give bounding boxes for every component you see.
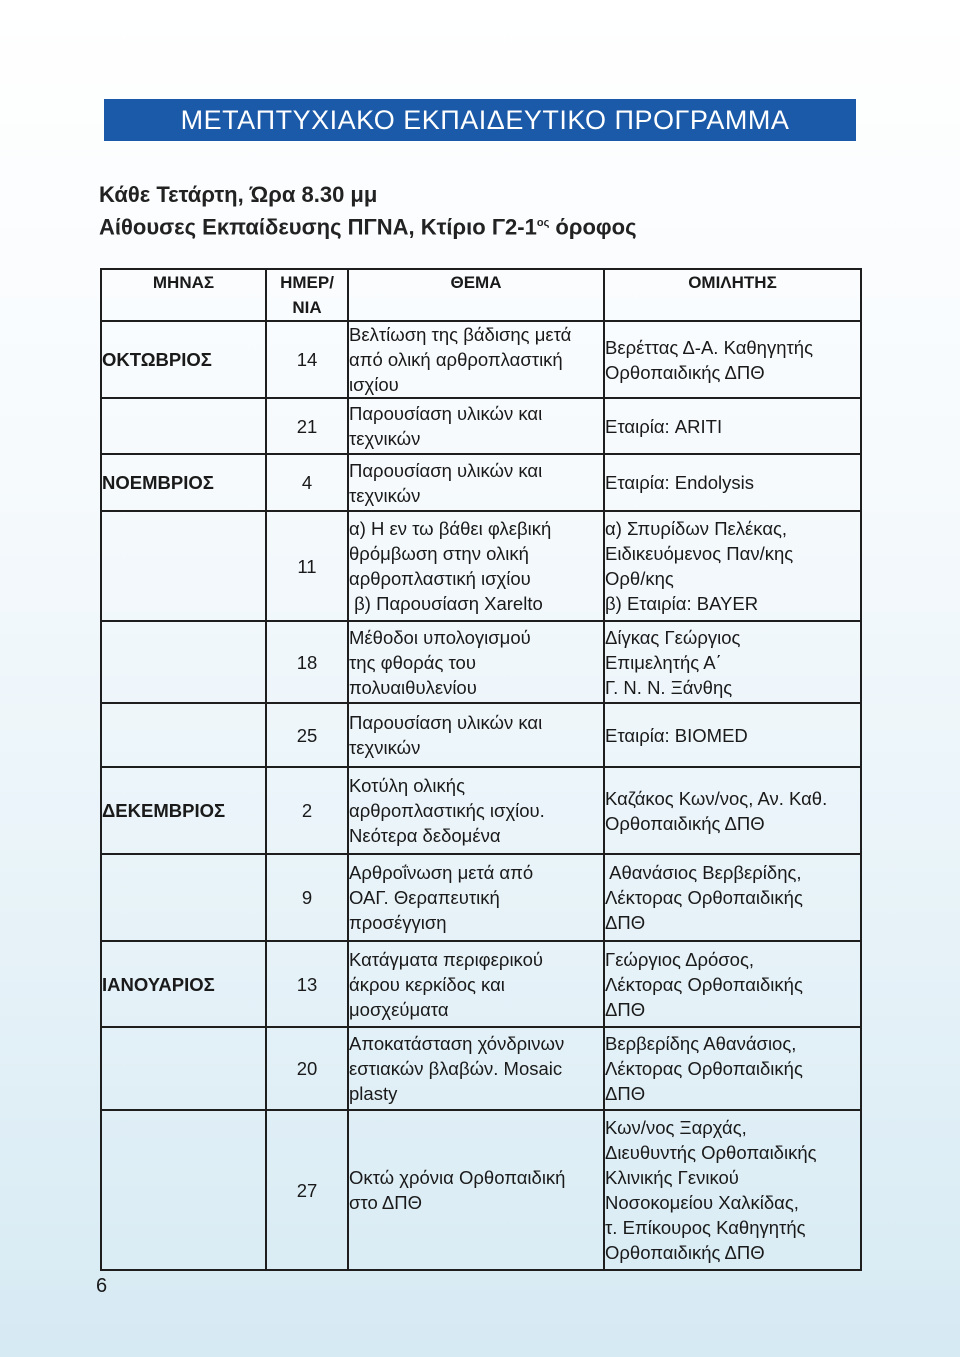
day-cell: 18: [266, 621, 348, 703]
topic-line: Οκτώ χρόνια Ορθοπαιδική: [349, 1167, 566, 1188]
day-cell: 9: [266, 854, 348, 941]
topic-line: Νεότερα δεδομένα: [349, 825, 501, 846]
speaker-line: ΔΠΘ: [605, 912, 646, 933]
topic-cell: [348, 703, 604, 767]
day-cell: 4: [266, 454, 348, 511]
speaker-line: Ορθοπαιδικής ΔΠΘ: [605, 361, 765, 383]
speaker-line: Λέκτορας Ορθοπαιδικής: [605, 887, 803, 908]
speaker-line: Ορθοπαιδικής ΔΠΘ: [605, 1242, 765, 1263]
topic-cell: [348, 1027, 604, 1110]
header-day-line-2: ΝΙΑ: [292, 298, 322, 317]
location-superscript: ος: [536, 217, 550, 229]
speaker-line: τ. Επίκουρος Καθηγητής: [605, 1217, 806, 1238]
day-cell: 21: [266, 398, 348, 454]
speaker-line: Εταιρία: BIOMED: [605, 724, 748, 746]
speaker-line: Λέκτορας Ορθοπαιδικής: [605, 973, 803, 995]
speaker-line: β) Εταιρία: BAYER: [605, 593, 759, 614]
topic-line: α) Η εν τω βάθει φλεβική: [349, 518, 552, 539]
speaker-line: Ειδικευόμενος Παν/κης: [605, 543, 794, 564]
day-cell: 25: [266, 703, 348, 767]
program-table: [100, 268, 862, 1271]
topic-line: πολυαιθυλενίου: [349, 676, 477, 698]
speaker-line: Κλινικής Γενικού: [605, 1167, 739, 1188]
topic-line: από ολική αρθροπλαστική: [349, 349, 563, 370]
table-row: [101, 321, 861, 398]
table-row: [101, 621, 861, 703]
speaker-line: Αθανάσιος Βερβερίδης,: [605, 862, 802, 883]
table-row: [101, 941, 861, 1027]
table-row: [101, 454, 861, 511]
speaker-cell: [604, 1110, 861, 1270]
header-day: [266, 269, 348, 321]
topic-cell: [348, 398, 604, 454]
topic-line: Αποκατάσταση χόνδρινων: [349, 1033, 565, 1054]
month-cell: ΝΟΕΜΒΡΙΟΣ: [101, 454, 266, 511]
day-cell: 27: [266, 1110, 348, 1270]
day-cell: 13: [266, 941, 348, 1027]
table-row: [101, 398, 861, 454]
speaker-line: Ορθ/κης: [605, 568, 674, 589]
speaker-cell: [604, 767, 861, 854]
month-cell: [101, 854, 266, 941]
table-row: [101, 854, 861, 941]
topic-line: Αρθροΐνωση μετά από: [349, 862, 534, 883]
month-cell: [101, 703, 266, 767]
page-title: ΜΕΤΑΠΤΥΧΙΑΚΟ ΕΚΠΑΙΔΕΥΤΙΚΟ ΠΡΟΓΡΑΜΜΑ: [180, 104, 790, 135]
speaker-cell: [604, 621, 861, 703]
table-row: [101, 1110, 861, 1270]
topic-cell: [348, 941, 604, 1027]
table-row: [101, 767, 861, 854]
speaker-line: Διευθυντής Ορθοπαιδικής: [605, 1142, 817, 1163]
speaker-line: ΔΠΘ: [605, 1083, 646, 1104]
table-header-row: [101, 269, 861, 321]
speaker-line: Λέκτορας Ορθοπαιδικής: [605, 1058, 803, 1079]
speaker-cell: [604, 398, 861, 454]
day-cell: 2: [266, 767, 348, 854]
topic-cell: [348, 854, 604, 941]
speaker-line: Βερέττας Δ-Α. Καθηγητής: [605, 336, 814, 358]
topic-line: plasty: [349, 1083, 398, 1104]
topic-line: β) Παρουσίαση Xarelto: [349, 593, 543, 614]
topic-cell: [348, 454, 604, 511]
speaker-cell: [604, 321, 861, 398]
speaker-cell: [604, 1027, 861, 1110]
topic-line: εστιακών βλαβών. Mosaic: [349, 1058, 563, 1079]
location-main: Αίθουσες Εκπαίδευσης ΠΓΝΑ, Κτίριο Γ2-1: [99, 214, 537, 240]
speaker-cell: [604, 703, 861, 767]
table-row: [101, 1027, 861, 1110]
schedule-info: [99, 180, 637, 241]
schedule-line: Κάθε Τετάρτη, Ώρα 8.30 μμ: [99, 182, 378, 207]
header-day-line-1: ΗΜΕΡ/: [280, 273, 334, 292]
header-topic: ΘΕΜΑ: [348, 269, 604, 321]
month-cell: [101, 1110, 266, 1270]
program-body: [101, 321, 861, 1270]
month-cell: ΔΕΚΕΜΒΡΙΟΣ: [101, 767, 266, 854]
speaker-line: Καζάκος Κων/νος, Αν. Καθ.: [605, 787, 828, 809]
topic-line: μοσχεύματα: [349, 998, 449, 1020]
topic-line: αρθροπλαστική ισχίου: [349, 568, 531, 589]
table-row: [101, 511, 861, 621]
speaker-line: Εταιρία: Endolysis: [605, 472, 754, 493]
topic-line: Βελτίωση της βάδισης μετά: [349, 324, 572, 345]
speaker-cell: [604, 854, 861, 941]
header-month: ΜΗΝΑΣ: [101, 269, 266, 321]
page-number: 6: [96, 1275, 108, 1297]
speaker-cell: [604, 454, 861, 511]
topic-line: αρθροπλαστικής ισχίου.: [349, 800, 545, 821]
topic-line: της φθοράς του: [349, 651, 476, 673]
topic-line: ΟΑΓ. Θεραπευτική: [349, 887, 500, 908]
speaker-line: Νοσοκομείου Χαλκίδας,: [605, 1192, 799, 1213]
topic-line: ισχίου: [349, 374, 399, 395]
speaker-line: ΔΠΘ: [605, 998, 646, 1020]
topic-cell: [348, 767, 604, 854]
topic-line: Μέθοδοι υπολογισμού: [349, 626, 531, 648]
day-cell: 14: [266, 321, 348, 398]
month-cell: [101, 511, 266, 621]
speaker-line: Γεώργιος Δρόσος,: [605, 948, 755, 970]
speaker-line: Ορθοπαιδικής ΔΠΘ: [605, 812, 765, 834]
month-cell: [101, 1027, 266, 1110]
topic-line: Κατάγματα περιφερικού: [349, 948, 543, 970]
topic-line: τεχνικών: [349, 484, 421, 506]
speaker-line: Κων/νος Ξαρχάς,: [605, 1117, 747, 1138]
month-cell: [101, 621, 266, 703]
topic-line: άκρου κερκίδος και: [349, 973, 505, 995]
speaker-line: α) Σπυρίδων Πελέκας,: [605, 518, 788, 539]
topic-line: προσέγγιση: [349, 912, 447, 933]
location-end: όροφος: [549, 214, 637, 240]
header-speaker: ΟΜΙΛΗΤΗΣ: [604, 269, 861, 321]
speaker-line: Γ. Ν. Ν. Ξάνθης: [605, 676, 733, 698]
topic-line: Κοτύλη ολικής: [349, 775, 465, 796]
speaker-line: Δίγκας Γεώργιος: [605, 626, 741, 648]
month-cell: ΟΚΤΩΒΡΙΟΣ: [101, 321, 266, 398]
location-line: [99, 209, 637, 241]
topic-line: Παρουσίαση υλικών και: [349, 403, 543, 424]
topic-line: Παρουσίαση υλικών και: [349, 712, 543, 733]
topic-cell: [348, 511, 604, 621]
day-cell: 11: [266, 511, 348, 621]
topic-cell: [348, 1110, 604, 1270]
speaker-line: Επιμελητής Α΄: [605, 651, 722, 673]
topic-line: τεχνικών: [349, 428, 421, 449]
speaker-line: Βερβερίδης Αθανάσιος,: [605, 1033, 797, 1054]
speaker-cell: [604, 511, 861, 621]
month-cell: ΙΑΝΟΥΑΡΙΟΣ: [101, 941, 266, 1027]
speaker-line: Εταιρία: ARITI: [605, 415, 723, 437]
topic-line: Παρουσίαση υλικών και: [349, 459, 543, 481]
speaker-cell: [604, 941, 861, 1027]
topic-cell: [348, 321, 604, 398]
topic-line: θρόμβωση στην ολική: [349, 543, 529, 564]
topic-line: στο ΔΠΘ: [349, 1192, 422, 1213]
day-cell: 20: [266, 1027, 348, 1110]
topic-cell: [348, 621, 604, 703]
table-row: [101, 703, 861, 767]
page-title-bar: [104, 99, 856, 141]
month-cell: [101, 398, 266, 454]
topic-line: τεχνικών: [349, 737, 421, 758]
